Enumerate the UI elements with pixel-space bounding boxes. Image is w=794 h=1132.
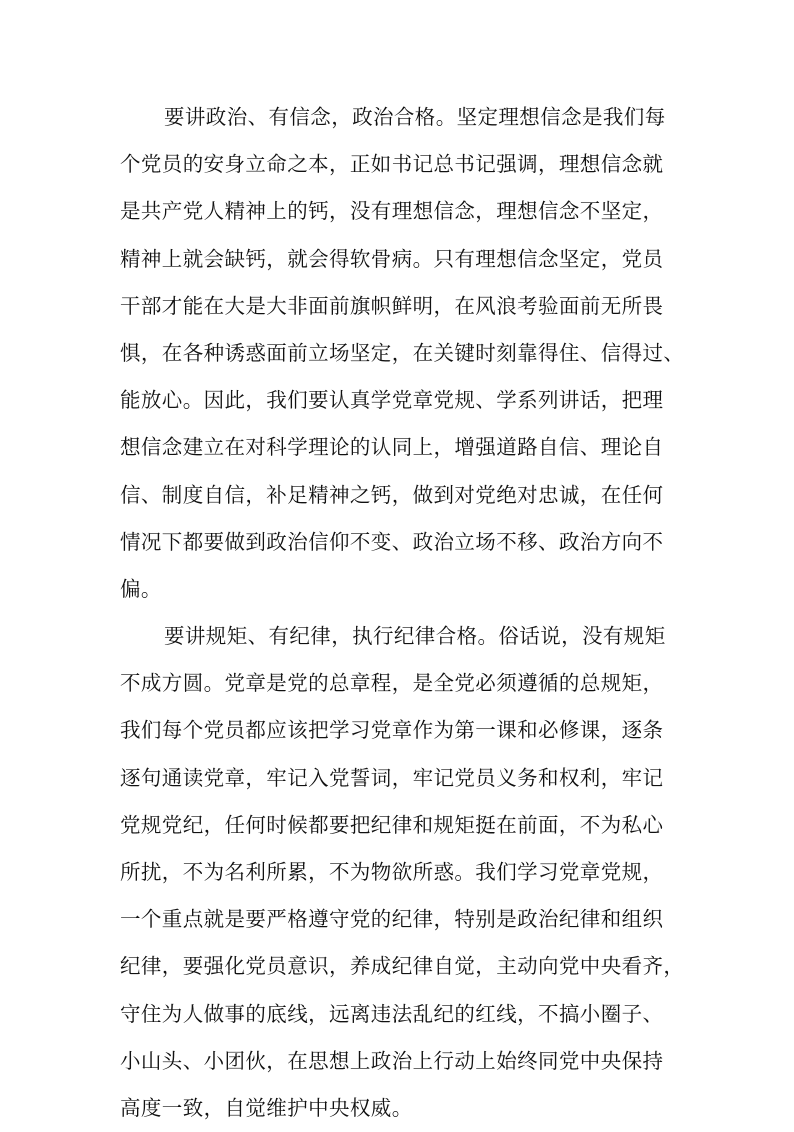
paragraph-political-belief	[120, 94, 685, 613]
text-line: 高度一致，自觉维护中央权威。	[120, 1095, 413, 1120]
document-body	[120, 94, 685, 1132]
text-line: 想信念建立在对科学理论的认同上，增强道路自信、理论自	[120, 435, 664, 460]
text-line: 我们每个党员都应该把学习党章作为第一课和必修课，逐条	[120, 718, 664, 743]
text-line: 逐句通读党章，牢记入党誓词，牢记党员义务和权利，牢记	[120, 765, 664, 790]
paragraph-discipline-rules	[120, 613, 685, 1132]
text-line: 党规党纪，任何时候都要把纪律和规矩挺在前面，不为私心	[120, 812, 664, 837]
text-line: 是共产党人精神上的钙，没有理想信念，理想信念不坚定，	[120, 199, 664, 224]
text-line: 精神上就会缺钙，就会得软骨病。只有理想信念坚定，党员	[120, 246, 664, 271]
text-line: 一个重点就是要严格遵守党的纪律，特别是政治纪律和组织	[120, 907, 664, 932]
text-line: 守住为人做事的底线，远离违法乱纪的红线，不搞小圈子、	[120, 1001, 664, 1026]
text-line: 情况下都要做到政治信仰不变、政治立场不移、政治方向不	[120, 529, 664, 554]
text-line: 惧，在各种诱惑面前立场坚定，在关键时刻靠得住、信得过、	[120, 340, 685, 365]
text-line: 个党员的安身立命之本，正如书记总书记强调，理想信念就	[120, 152, 664, 177]
text-line: 纪律，要强化党员意识，养成纪律自觉，主动向党中央看齐，	[120, 954, 685, 979]
text-line: 所扰，不为名利所累，不为物欲所惑。我们学习党章党规，	[120, 860, 664, 884]
text-line: 要讲政治、有信念，政治合格。坚定理想信念是我们每	[164, 105, 666, 129]
text-line: 偏。	[120, 576, 162, 601]
text-line: 要讲规矩、有纪律，执行纪律合格。俗话说，没有规矩	[164, 624, 666, 649]
text-line: 干部才能在大是大非面前旗帜鲜明，在风浪考验面前无所畏	[120, 293, 664, 318]
text-line: 信、制度自信，补足精神之钙，做到对党绝对忠诚，在任何	[120, 482, 664, 507]
text-line: 不成方圆。党章是党的总章程，是全党必须遵循的总规矩，	[120, 671, 664, 696]
text-line: 能放心。因此，我们要认真学党章党规、学系列讲话，把理	[120, 388, 664, 413]
text-line: 小山头、小团伙，在思想上政治上行动上始终同党中央保持	[120, 1048, 664, 1073]
